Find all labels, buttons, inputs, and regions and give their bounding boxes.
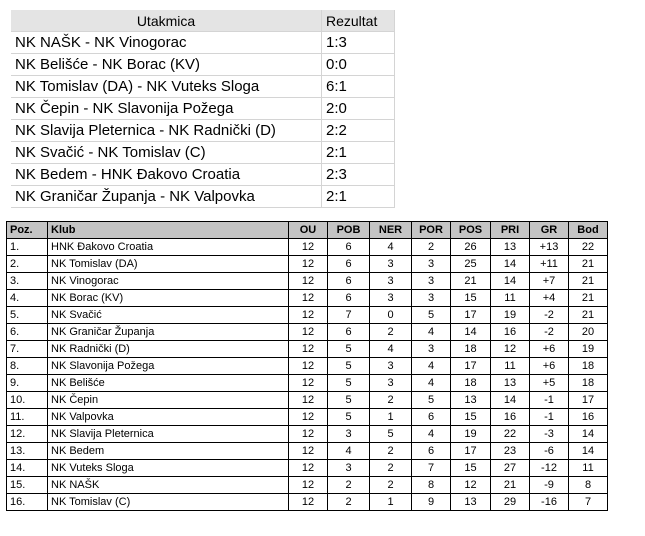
cell-pri: 11 [491, 290, 530, 307]
cell-poz: 5. [7, 307, 48, 324]
header-pob: POB [328, 222, 370, 239]
cell-pob: 6 [328, 273, 370, 290]
cell-pos: 26 [451, 239, 491, 256]
cell-ou: 12 [289, 392, 328, 409]
cell-gr: +6 [530, 341, 569, 358]
cell-ou: 12 [289, 290, 328, 307]
cell-pob: 3 [328, 460, 370, 477]
cell-ner: 3 [370, 273, 412, 290]
match-row [11, 186, 395, 208]
match-result: 0:0 [322, 54, 395, 76]
cell-ou: 12 [289, 375, 328, 392]
cell-gr: +5 [530, 375, 569, 392]
match-teams: NK Slavija Pleternica - NK Radnički (D) [11, 120, 322, 142]
cell-pob: 6 [328, 290, 370, 307]
cell-pos: 17 [451, 443, 491, 460]
header-pri: PRI [491, 222, 530, 239]
header-por: POR [412, 222, 451, 239]
cell-pos: 15 [451, 290, 491, 307]
cell-pos: 21 [451, 273, 491, 290]
cell-ou: 12 [289, 494, 328, 511]
cell-gr: -9 [530, 477, 569, 494]
cell-ou: 12 [289, 460, 328, 477]
cell-klub: NK Bedem [48, 443, 289, 460]
header-ner: NER [370, 222, 412, 239]
cell-ner: 2 [370, 460, 412, 477]
cell-pos: 17 [451, 358, 491, 375]
cell-gr: +7 [530, 273, 569, 290]
cell-ner: 4 [370, 239, 412, 256]
cell-poz: 7. [7, 341, 48, 358]
cell-poz: 15. [7, 477, 48, 494]
cell-klub: NK Valpovka [48, 409, 289, 426]
standings-row [7, 358, 608, 375]
cell-ner: 3 [370, 290, 412, 307]
cell-ou: 12 [289, 358, 328, 375]
match-teams: NK Graničar Županja - NK Valpovka [11, 186, 322, 208]
cell-bod: 21 [569, 290, 608, 307]
cell-ner: 3 [370, 256, 412, 273]
cell-ou: 12 [289, 239, 328, 256]
cell-gr: -12 [530, 460, 569, 477]
cell-klub: NK Čepin [48, 392, 289, 409]
cell-pri: 11 [491, 358, 530, 375]
match-teams: NK NAŠK - NK Vinogorac [11, 32, 322, 54]
cell-pri: 14 [491, 273, 530, 290]
cell-poz: 13. [7, 443, 48, 460]
header-gr: GR [530, 222, 569, 239]
cell-pri: 21 [491, 477, 530, 494]
match-row [11, 32, 395, 54]
standings-row [7, 494, 608, 511]
cell-ou: 12 [289, 477, 328, 494]
cell-ner: 2 [370, 477, 412, 494]
cell-klub: NK Borac (KV) [48, 290, 289, 307]
match-row [11, 120, 395, 142]
standings-row [7, 477, 608, 494]
cell-poz: 2. [7, 256, 48, 273]
cell-bod: 18 [569, 375, 608, 392]
cell-klub: NK Vinogorac [48, 273, 289, 290]
cell-poz: 8. [7, 358, 48, 375]
cell-poz: 12. [7, 426, 48, 443]
cell-ou: 12 [289, 341, 328, 358]
cell-pob: 6 [328, 256, 370, 273]
cell-gr: -1 [530, 392, 569, 409]
cell-pob: 2 [328, 477, 370, 494]
cell-pob: 4 [328, 443, 370, 460]
cell-por: 5 [412, 307, 451, 324]
cell-poz: 6. [7, 324, 48, 341]
cell-pri: 29 [491, 494, 530, 511]
cell-ou: 12 [289, 324, 328, 341]
match-result: 1:3 [322, 32, 395, 54]
cell-gr: -2 [530, 307, 569, 324]
cell-bod: 22 [569, 239, 608, 256]
cell-pos: 15 [451, 460, 491, 477]
match-result: 2:1 [322, 142, 395, 164]
cell-ou: 12 [289, 256, 328, 273]
header-klub: Klub [48, 222, 289, 239]
cell-pob: 6 [328, 324, 370, 341]
cell-pos: 18 [451, 341, 491, 358]
cell-pri: 22 [491, 426, 530, 443]
cell-pri: 12 [491, 341, 530, 358]
cell-bod: 14 [569, 443, 608, 460]
cell-pri: 19 [491, 307, 530, 324]
cell-poz: 14. [7, 460, 48, 477]
cell-gr: +11 [530, 256, 569, 273]
cell-ou: 12 [289, 273, 328, 290]
cell-ou: 12 [289, 409, 328, 426]
match-teams: NK Čepin - NK Slavonija Požega [11, 98, 322, 120]
cell-pri: 14 [491, 256, 530, 273]
cell-pob: 6 [328, 239, 370, 256]
cell-klub: NK Slavija Pleternica [48, 426, 289, 443]
cell-gr: -3 [530, 426, 569, 443]
cell-ner: 5 [370, 426, 412, 443]
cell-bod: 8 [569, 477, 608, 494]
cell-poz: 11. [7, 409, 48, 426]
cell-poz: 3. [7, 273, 48, 290]
match-result: 2:1 [322, 186, 395, 208]
standings-header-row [7, 222, 608, 239]
cell-ner: 2 [370, 443, 412, 460]
cell-klub: NK NAŠK [48, 477, 289, 494]
cell-gr: +13 [530, 239, 569, 256]
cell-pob: 7 [328, 307, 370, 324]
cell-pos: 13 [451, 392, 491, 409]
cell-bod: 19 [569, 341, 608, 358]
cell-gr: -16 [530, 494, 569, 511]
cell-poz: 16. [7, 494, 48, 511]
cell-pos: 25 [451, 256, 491, 273]
cell-ou: 12 [289, 443, 328, 460]
matches-header-row [11, 10, 395, 32]
standings-row [7, 392, 608, 409]
header-poz: Poz. [7, 222, 48, 239]
standings-row [7, 443, 608, 460]
cell-pob: 5 [328, 409, 370, 426]
standings-table [6, 221, 608, 511]
header-bod: Bod [569, 222, 608, 239]
match-row [11, 76, 395, 98]
cell-ner: 2 [370, 324, 412, 341]
cell-ner: 2 [370, 392, 412, 409]
match-result: 2:3 [322, 164, 395, 186]
cell-ner: 1 [370, 494, 412, 511]
standings-row [7, 239, 608, 256]
cell-klub: NK Svačić [48, 307, 289, 324]
cell-por: 6 [412, 443, 451, 460]
cell-por: 7 [412, 460, 451, 477]
cell-pos: 12 [451, 477, 491, 494]
cell-ou: 12 [289, 426, 328, 443]
cell-pob: 5 [328, 392, 370, 409]
match-teams: NK Tomislav (DA) - NK Vuteks Sloga [11, 76, 322, 98]
standings-row [7, 375, 608, 392]
cell-klub: NK Belišće [48, 375, 289, 392]
match-row [11, 98, 395, 120]
standings-row [7, 460, 608, 477]
cell-pob: 2 [328, 494, 370, 511]
match-result: 2:0 [322, 98, 395, 120]
cell-gr: -2 [530, 324, 569, 341]
header-utakmica: Utakmica [11, 10, 322, 32]
match-teams: NK Svačić - NK Tomislav (C) [11, 142, 322, 164]
cell-poz: 1. [7, 239, 48, 256]
standings-row [7, 324, 608, 341]
cell-klub: NK Vuteks Sloga [48, 460, 289, 477]
matches-table [11, 10, 395, 208]
cell-ou: 12 [289, 307, 328, 324]
cell-bod: 18 [569, 358, 608, 375]
cell-pob: 3 [328, 426, 370, 443]
cell-gr: +4 [530, 290, 569, 307]
standings-row [7, 409, 608, 426]
cell-por: 4 [412, 324, 451, 341]
match-result: 6:1 [322, 76, 395, 98]
cell-por: 9 [412, 494, 451, 511]
cell-ner: 1 [370, 409, 412, 426]
cell-pob: 5 [328, 358, 370, 375]
standings-row [7, 341, 608, 358]
cell-por: 2 [412, 239, 451, 256]
cell-pri: 16 [491, 409, 530, 426]
cell-klub: NK Slavonija Požega [48, 358, 289, 375]
cell-gr: +6 [530, 358, 569, 375]
cell-klub: NK Radnički (D) [48, 341, 289, 358]
cell-klub: NK Tomislav (DA) [48, 256, 289, 273]
cell-poz: 10. [7, 392, 48, 409]
cell-por: 8 [412, 477, 451, 494]
cell-gr: -6 [530, 443, 569, 460]
standings-row [7, 426, 608, 443]
cell-bod: 7 [569, 494, 608, 511]
cell-bod: 21 [569, 256, 608, 273]
cell-pri: 13 [491, 375, 530, 392]
match-teams: NK Belišće - NK Borac (KV) [11, 54, 322, 76]
cell-pos: 15 [451, 409, 491, 426]
cell-ner: 4 [370, 341, 412, 358]
cell-ner: 3 [370, 358, 412, 375]
header-rezultat: Rezultat [322, 10, 395, 32]
match-teams: NK Bedem - HNK Đakovo Croatia [11, 164, 322, 186]
cell-pri: 16 [491, 324, 530, 341]
cell-gr: -1 [530, 409, 569, 426]
cell-por: 3 [412, 256, 451, 273]
cell-klub: NK Graničar Županja [48, 324, 289, 341]
cell-por: 4 [412, 375, 451, 392]
cell-pri: 14 [491, 392, 530, 409]
cell-bod: 21 [569, 307, 608, 324]
cell-por: 3 [412, 290, 451, 307]
cell-ner: 3 [370, 375, 412, 392]
cell-bod: 16 [569, 409, 608, 426]
cell-bod: 20 [569, 324, 608, 341]
cell-klub: HNK Đakovo Croatia [48, 239, 289, 256]
match-result: 2:2 [322, 120, 395, 142]
cell-por: 3 [412, 273, 451, 290]
cell-poz: 9. [7, 375, 48, 392]
cell-por: 3 [412, 341, 451, 358]
header-pos: POS [451, 222, 491, 239]
cell-por: 4 [412, 358, 451, 375]
cell-pri: 23 [491, 443, 530, 460]
cell-pri: 27 [491, 460, 530, 477]
cell-por: 4 [412, 426, 451, 443]
cell-klub: NK Tomislav (C) [48, 494, 289, 511]
standings-row [7, 256, 608, 273]
cell-bod: 11 [569, 460, 608, 477]
cell-bod: 17 [569, 392, 608, 409]
cell-por: 6 [412, 409, 451, 426]
match-row [11, 54, 395, 76]
cell-pos: 17 [451, 307, 491, 324]
cell-pos: 14 [451, 324, 491, 341]
cell-bod: 14 [569, 426, 608, 443]
cell-pos: 18 [451, 375, 491, 392]
cell-por: 5 [412, 392, 451, 409]
cell-pob: 5 [328, 341, 370, 358]
standings-row [7, 290, 608, 307]
cell-bod: 21 [569, 273, 608, 290]
cell-pri: 13 [491, 239, 530, 256]
match-row [11, 142, 395, 164]
cell-pob: 5 [328, 375, 370, 392]
header-ou: OU [289, 222, 328, 239]
standings-row [7, 307, 608, 324]
cell-ner: 0 [370, 307, 412, 324]
standings-row [7, 273, 608, 290]
cell-pos: 13 [451, 494, 491, 511]
match-row [11, 164, 395, 186]
cell-poz: 4. [7, 290, 48, 307]
cell-pos: 19 [451, 426, 491, 443]
